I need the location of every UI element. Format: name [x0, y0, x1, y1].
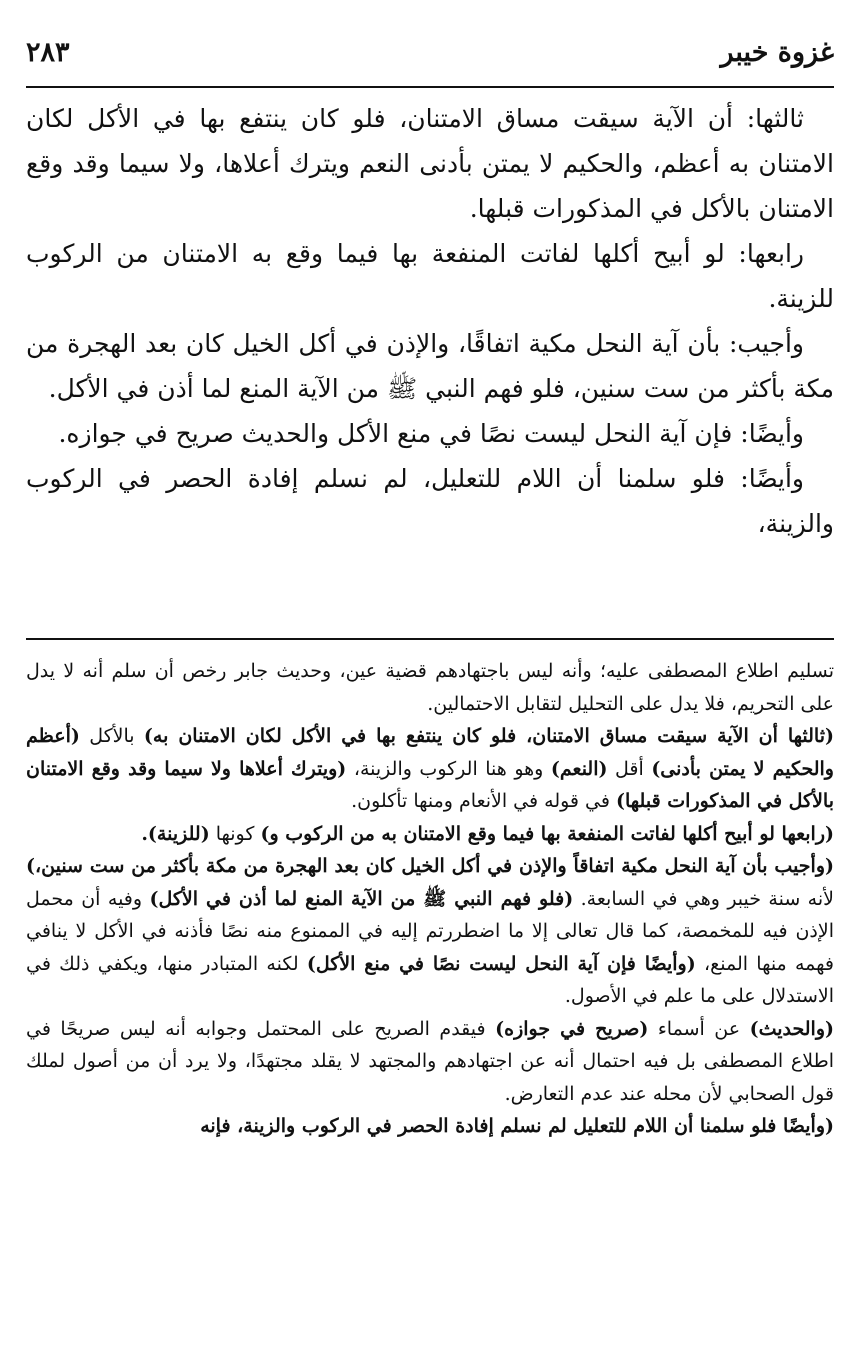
main-paragraph-also-one: وأيضًا: فإن آية النحل ليست نصًا في منع الأكل والحديث صريح في جوازه. — [58, 419, 804, 448]
quoted-text: (وأجيب بأن آية النحل مكية اتفاقاً والإذن في أكل الخيل كان بعد الهجرة من مكة بأكثر من ست سنين،) — [26, 855, 834, 877]
running-head: غزوة خيبر — [720, 37, 834, 68]
main-paragraph-third: ثالثها: أن الآية سيقت مساق الامتنان، فلو كان ينتفع بها في الأكل لكان الامتنان به أعظم، والحكيم لا يمتن بأدنى النعم ويترك أعلاها، ولا سيما وقد وقع الامتنان بالأكل في المذكورات قبلها. — [26, 104, 834, 223]
quoted-text: (للزينة). — [141, 822, 210, 845]
main-text — [26, 96, 834, 546]
quoted-text: (النعم) — [550, 757, 608, 780]
quoted-text: (فلو فهم النبي ﷺ من الآية المنع لما أذن في الأكل) — [149, 887, 574, 910]
main-paragraph-reply: وأجيب: بأن آية النحل مكية اتفاقًا، والإذن في أكل الخيل كان بعد الهجرة من مكة بأكثر من ست سنين، فلو فهم النبي ﷺ من الآية المنع لما أذن في الأكل. — [26, 329, 834, 403]
commentary-paragraph — [26, 818, 834, 851]
commentary-text: وفيه أن محمل الإذن فيه للمخمصة، كما قال تعالى إلا ما اضطررتم إليه في الممنوع منه نصًا فأذنه في الأكل لا ينافي فهمه منها المنع، — [26, 887, 835, 975]
quoted-text: (رابعها لو أبيح أكلها لفاتت المنفعة بها فيما وقع الامتنان به من الركوب و) — [260, 822, 834, 845]
header-rule — [26, 86, 834, 88]
commentary-paragraph — [26, 720, 834, 818]
quoted-text: (ويترك أعلاها ولا سيما وقد وقع الامتنان بالأكل في المذكورات قبلها) — [26, 757, 834, 812]
commentary-text: كونها — [209, 822, 261, 845]
commentary-paragraph — [26, 1013, 834, 1111]
commentary-text: لأنه سنة خيبر وهي في السابعة. — [573, 887, 834, 910]
commentary-paragraph — [26, 1110, 834, 1143]
commentary-text: فيقدم الصريح على المحتمل وجوابه أنه ليس صريحًا في اطلاع المصطفى بل فيه احتمال أنه عن اجتهادهم والمجتهد لا يقلد مجتهدًا، ولا يرد أن من أصول لملك قول الصحابي لأن محله عند عدم التعارض. — [26, 1017, 834, 1105]
quoted-text: (ثالثها أن الآية سيقت مساق الامتنان، فلو كان ينتفع بها في الأكل لكان الامتنان به) — [143, 725, 834, 747]
page-number: ٢٨٣ — [26, 37, 70, 68]
quoted-text: (أعظم والحكيم لا يمتن بأدنى) — [26, 725, 834, 780]
commentary-text: تسليم اطلاع المصطفى عليه؛ وأنه ليس باجتهادهم قضية عين، وحديث جابر رخص أن سلم أنه لا يدل على التحريم، فلا يدل على التحليل لتقابل الاحتمالين. — [26, 660, 834, 715]
quoted-text: (والحديث) — [749, 1017, 834, 1040]
main-paragraph-also-two: وأيضًا: فلو سلمنا أن اللام للتعليل، لم نسلم إفادة الحصر في الركوب والزينة، — [26, 464, 834, 538]
commentary — [26, 655, 834, 1143]
page-header — [26, 28, 834, 72]
commentary-text: وهو هنا الركوب والزينة، — [346, 757, 551, 780]
quoted-text: (وأيضًا فلو سلمنا أن اللام للتعليل لم نسلم إفادة الحصر في الركوب والزينة، فإنه — [200, 1115, 834, 1137]
commentary-text: في قوله في الأنعام ومنها تأكلون. — [351, 790, 617, 812]
quoted-text: (صريح في جوازه) — [495, 1017, 649, 1040]
main-paragraph-fourth: رابعها: لو أبيح أكلها لفاتت المنفعة بها فيما وقع به الامتنان من الركوب للزينة. — [26, 239, 834, 313]
commentary-paragraph — [26, 850, 834, 1013]
commentary-text: أقل — [607, 757, 652, 780]
commentary-text: لكنه المتبادر منها، ويكفي ذلك في الاستدلال على ما علم في الأصول. — [26, 952, 834, 1007]
commentary-text: عن أسماء — [648, 1017, 750, 1040]
commentary-paragraph — [26, 655, 834, 720]
commentary-separator — [26, 638, 834, 640]
quoted-text: (وأيضًا فإن آية النحل ليست نصًا في منع الأكل) — [306, 952, 696, 975]
commentary-text: بالأكل — [79, 725, 144, 747]
